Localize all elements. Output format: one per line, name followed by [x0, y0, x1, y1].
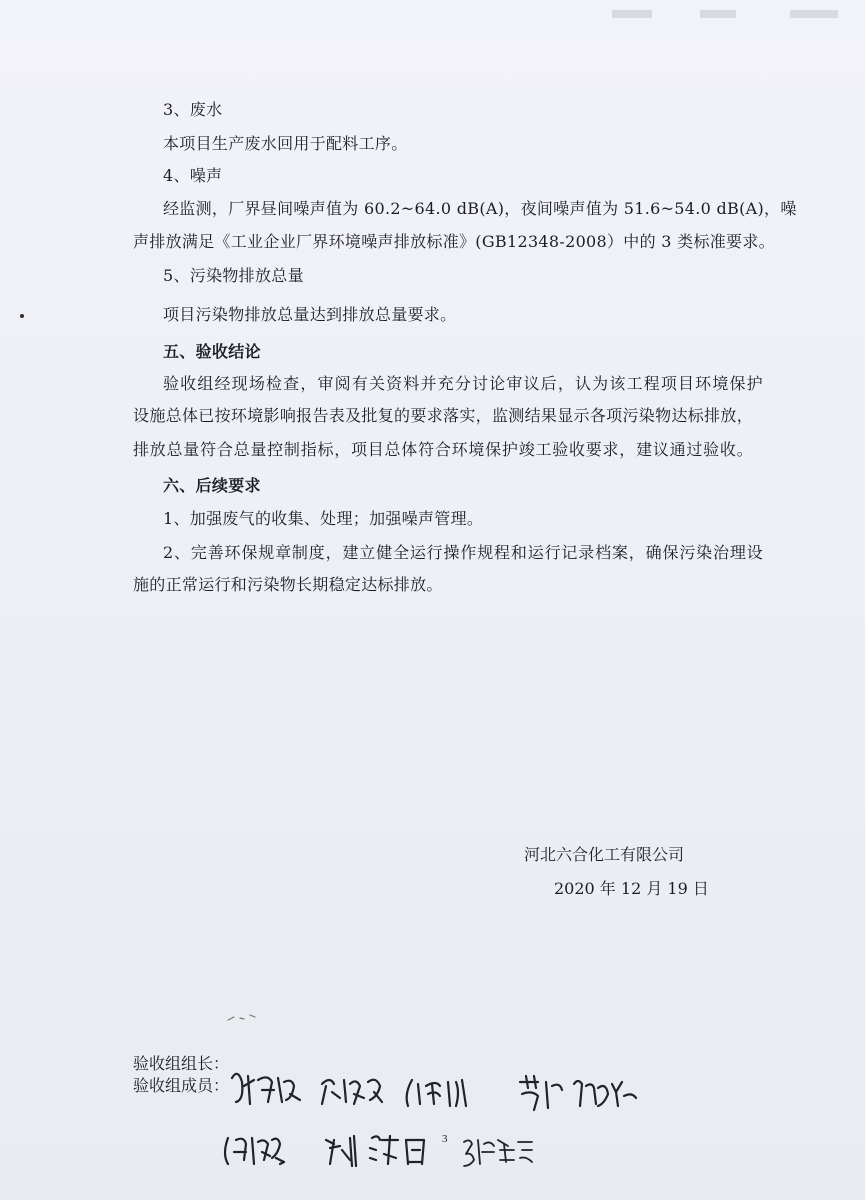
section-heading-followup: 六、后续要求: [163, 476, 261, 495]
signature-4: [520, 1076, 636, 1110]
paragraph-conclusion-line3: 排放总量符合总量控制指标，项目总体符合环境保护竣工验收要求，建议通过验收。: [133, 440, 753, 459]
section-heading-noise: 4、噪声: [163, 166, 223, 185]
members-label: 验收组成员：: [133, 1076, 230, 1095]
followup-item-2-line1: 2、完善环保规章制度，建立健全运行操作规程和运行记录档案，确保污染治理设: [163, 543, 763, 562]
followup-item-2-line2: 施的正常运行和污染物长期稳定达标排放。: [133, 575, 443, 594]
paragraph-conclusion-line1: 验收组经现场检查，审阅有关资料并充分讨论审议后，认为该工程项目环境保护: [163, 374, 763, 393]
document-date: 2020 年 12 月 19 日: [554, 879, 709, 898]
paragraph-noise-line2: 声排放满足《工业企业厂界环境噪声排放标准》(GB12348-2008）中的 3 类标准要求。: [133, 232, 775, 251]
paragraph-conclusion-line2: 设施总体已按环境影响报告表及批复的要求落实，监测结果显示各项污染物达标排放，: [133, 406, 753, 425]
section-heading-wastewater: 3、废水: [163, 100, 223, 119]
section-heading-pollutant-total: 5、污染物排放总量: [163, 266, 304, 285]
scan-marks: [228, 1015, 255, 1020]
signature-6: [326, 1136, 424, 1166]
signature-2: [322, 1080, 382, 1104]
paragraph-noise-line1: 经监测，厂界昼间噪声值为 60.2~64.0 dB(A)，夜间噪声值为 51.6~54.0 dB(A)，噪: [163, 199, 797, 218]
company-name: 河北六合化工有限公司: [524, 845, 685, 864]
signature-1: [232, 1074, 300, 1104]
paragraph-pollutant-total: 项目污染物排放总量达到排放总量要求。: [163, 305, 457, 324]
page-number: 3: [442, 1133, 448, 1145]
paragraph-wastewater: 本项目生产废水回用于配料工序。: [163, 134, 408, 153]
leader-label: 验收组组长：: [133, 1054, 230, 1073]
signature-5: [225, 1138, 284, 1164]
signature-3: [407, 1080, 466, 1106]
followup-item-1: 1、加强废气的收集、处理；加强噪声管理。: [163, 509, 484, 528]
signature-7: [464, 1140, 532, 1166]
section-heading-conclusion: 五、验收结论: [163, 342, 261, 361]
